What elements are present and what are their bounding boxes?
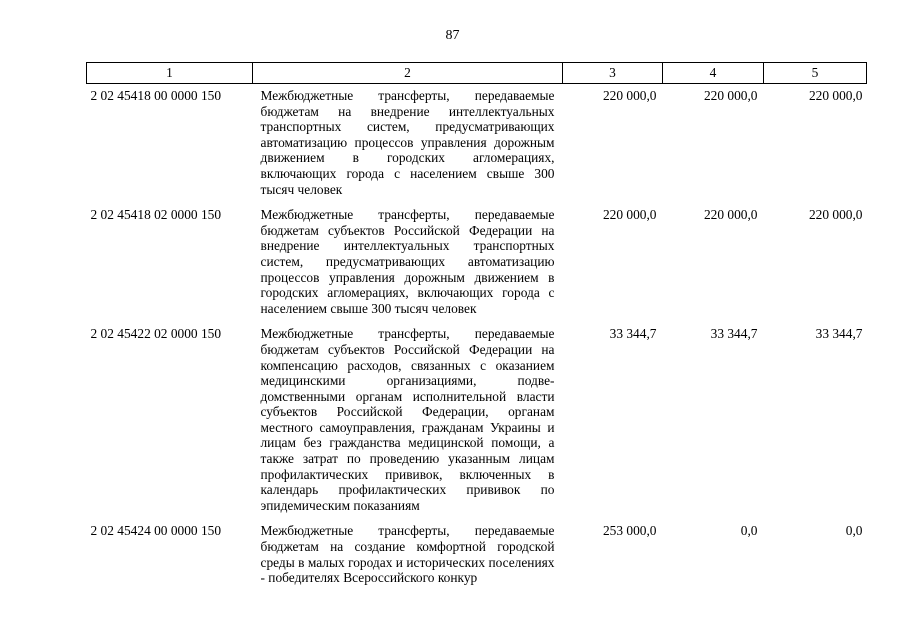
column-header-1: 1 <box>87 63 253 84</box>
column-header-5: 5 <box>764 63 867 84</box>
column-header-4: 4 <box>663 63 764 84</box>
value-col-3: 220 000,0 <box>602 207 657 223</box>
value-col-3: 220 000,0 <box>602 88 657 103</box>
budget-table <box>86 62 867 590</box>
budget-code: 2 02 45424 00 0000 150 <box>90 523 222 539</box>
table-row <box>87 84 867 202</box>
value-col-5: 220 000,0 <box>808 88 863 103</box>
table-row <box>87 320 867 517</box>
table-row <box>87 517 867 589</box>
description: Межбюджетные трансферты, передаваемые бюджетам на внедрение интеллектуальных транспортных систем, предусматривающих автоматизацию процессов управления дорожным движением в городских агломерациях, включающих города с населением свыше 300 тысяч человек <box>260 88 555 197</box>
value-col-3: 33 344,7 <box>609 326 657 342</box>
description: Межбюджетные трансферты, передаваемые бюджетам на создание комфортной городской среды в малых городах и исторических поселениях - победителях Всероссийского конкур <box>260 523 555 586</box>
column-header-2: 2 <box>253 63 563 84</box>
budget-code: 2 02 45418 00 0000 150 <box>90 88 222 103</box>
value-col-4: 220 000,0 <box>703 207 758 223</box>
value-col-5: 220 000,0 <box>808 207 863 223</box>
table-header-row <box>87 63 867 84</box>
value-col-5: 0,0 <box>845 523 863 539</box>
table-row <box>87 201 867 320</box>
value-col-4: 33 344,7 <box>710 326 758 342</box>
budget-code: 2 02 45422 02 0000 150 <box>90 326 222 342</box>
budget-code: 2 02 45418 02 0000 150 <box>90 207 222 223</box>
page-number: 87 <box>445 28 460 43</box>
value-col-3: 253 000,0 <box>602 523 657 539</box>
column-header-3: 3 <box>563 63 663 84</box>
description: Межбюджетные трансферты, передаваемые бюджетам субъектов Российской Федерации на внедрение интеллектуальных транспортных систем, предусматривающих автоматизацию процессов управления дорожным движением в городских агломерациях, включающих города с населением свыше 300 тысяч человек <box>260 207 555 316</box>
value-col-4: 220 000,0 <box>703 88 758 103</box>
value-col-5: 33 344,7 <box>815 326 863 342</box>
value-col-4: 0,0 <box>740 523 758 539</box>
description: Межбюджетные трансферты, передаваемые бюджетам субъектов Российской Федерации на компенсацию расходов, связанных с оказанием медицинскими организациями, подведомственными органам исполнительной власти субъектов Российской Федерации, органам местного самоуправления, гражданам Украины и лицам без гражданства медицинской помощи, а также затрат по проведению указанным лицам профилактических прививок, включенных в календарь профилактических прививок по эпидемическим показаниям <box>260 326 555 513</box>
